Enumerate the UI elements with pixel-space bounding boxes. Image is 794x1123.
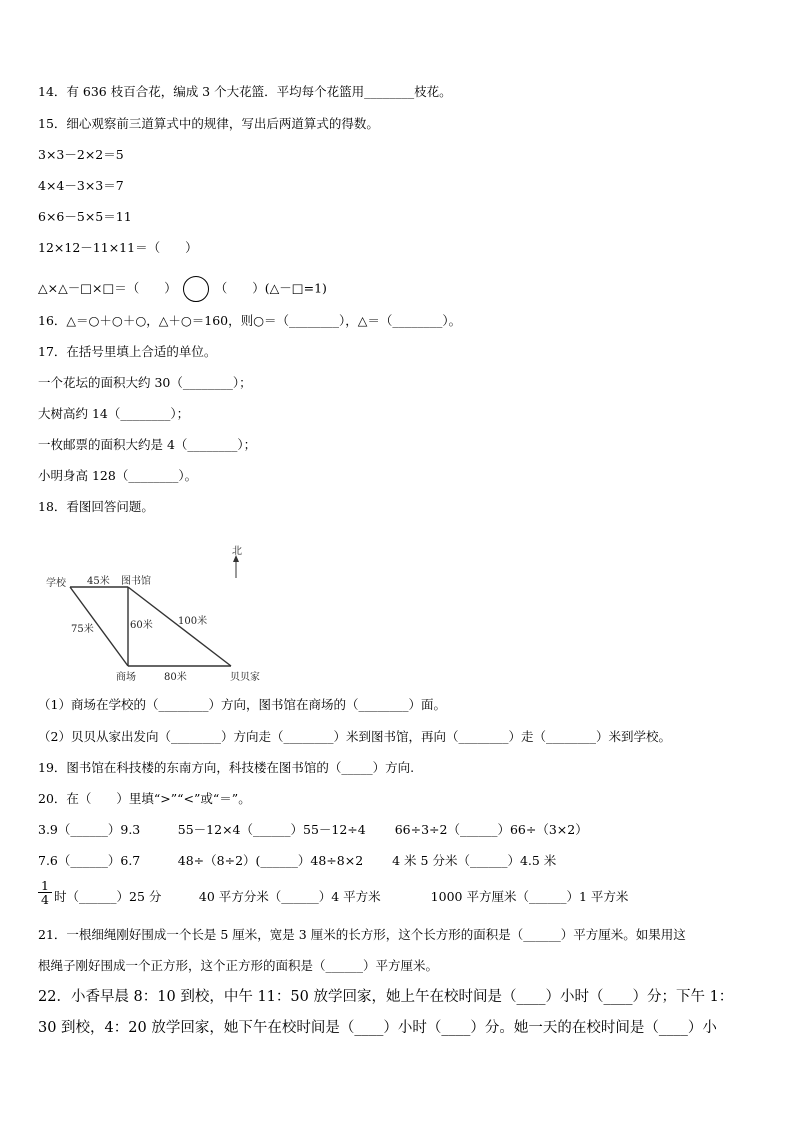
question-20-row-1: 3.9（______）9.3 55－12×4（______）55－12÷4 66÷3÷2（______）66÷（3×2） [38, 822, 588, 837]
beibei-home-label: 贝贝家 [230, 672, 260, 683]
school-label: 学校 [46, 578, 66, 589]
question-15-line-4: 12×12－11×11＝（ ） [38, 240, 198, 255]
question-15-line-3: 6×6－5×5＝11 [38, 209, 132, 224]
question-15-line-1: 3×3－2×2＝5 [38, 147, 124, 162]
question-19: 19．图书馆在科技楼的东南方向，科技楼在图书馆的（_____）方向. [38, 760, 415, 775]
question-15-general-right: （ ）(△－□=1) [214, 280, 327, 296]
question-17-title: 17．在括号里填上合适的单位。 [38, 344, 217, 359]
mall-label: 商场 [116, 672, 136, 683]
question-22-line-1: 22．小香早晨 8：10 到校，中午 11：50 放学回家，她上午在校时间是（____）小时（____）分；下午 1： [38, 989, 734, 1005]
question-17-line-4: 小明身高 128（________）。 [38, 468, 198, 483]
library-label: 图书馆 [121, 576, 151, 587]
question-15-line-2: 4×4－3×3＝7 [38, 178, 124, 193]
library-home-distance: 100米 [178, 616, 208, 627]
fraction-numerator: 1 [38, 879, 52, 893]
question-22-line-2: 30 到校，4：20 放学回家，她下午在校时间是（____）小时（____）分。她一天的在校时间是（____）小 [38, 1020, 717, 1036]
library-mall-distance: 60米 [130, 620, 153, 631]
fraction-one-quarter [38, 879, 52, 906]
question-20-title: 20．在（ ）里填“>”“<”或“＝”。 [38, 791, 251, 806]
question-17-line-3: 一枚邮票的面积大约是 4（________）； [38, 437, 257, 452]
question-18-title: 18．看图回答问题。 [38, 499, 154, 514]
map-diagram [38, 540, 278, 685]
question-18-sub-2: （2）贝贝从家出发向（________）方向走（________）米到图书馆，再向（________）走（________）米到学校。 [38, 729, 671, 744]
question-21-line-2: 根绳子刚好围成一个正方形，这个正方形的面积是（______）平方厘米。 [38, 958, 439, 973]
question-15-line-5 [38, 276, 327, 302]
fraction-denominator: 4 [41, 892, 49, 907]
comparison-circle-icon [183, 276, 209, 302]
question-17-line-1: 一个花坛的面积大约 30（________）； [38, 375, 252, 390]
question-16: 16．△＝○＋○＋○，△＋○＝160，则○＝（________），△＝（________）。 [38, 313, 462, 328]
question-20-row-2: 7.6（______）6.7 48÷（8÷2）(______）48÷8×2 4 米 5 分米（______）4.5 米 [38, 853, 557, 868]
question-18-sub-1: （1）商场在学校的（________）方向，图书馆在商场的（________）面。 [38, 697, 446, 712]
question-15-general-left: △×△－□×□＝（ ） [38, 280, 177, 296]
north-label: 北 [232, 546, 242, 557]
school-library-distance: 45米 [87, 576, 110, 587]
question-17-line-2: 大树高约 14（________）； [38, 406, 190, 421]
question-21-line-1: 21．一根细绳刚好围成一个长是 5 厘米，宽是 3 厘米的长方形，这个长方形的面积是（______）平方厘米。如果用这 [38, 927, 686, 942]
school-mall-distance: 75米 [71, 624, 94, 635]
question-14: 14．有 636 枝百合花，编成 3 个大花篮．平均每个花篮用________枝花。 [38, 84, 452, 99]
mall-home-distance: 80米 [164, 672, 187, 683]
question-20-row-3: 时（______）25 分 40 平方分米（______）4 平方米 1000 平方厘米（______）1 平方米 [54, 889, 629, 904]
question-15-title: 15．细心观察前三道算式中的规律，写出后两道算式的得数。 [38, 116, 379, 131]
